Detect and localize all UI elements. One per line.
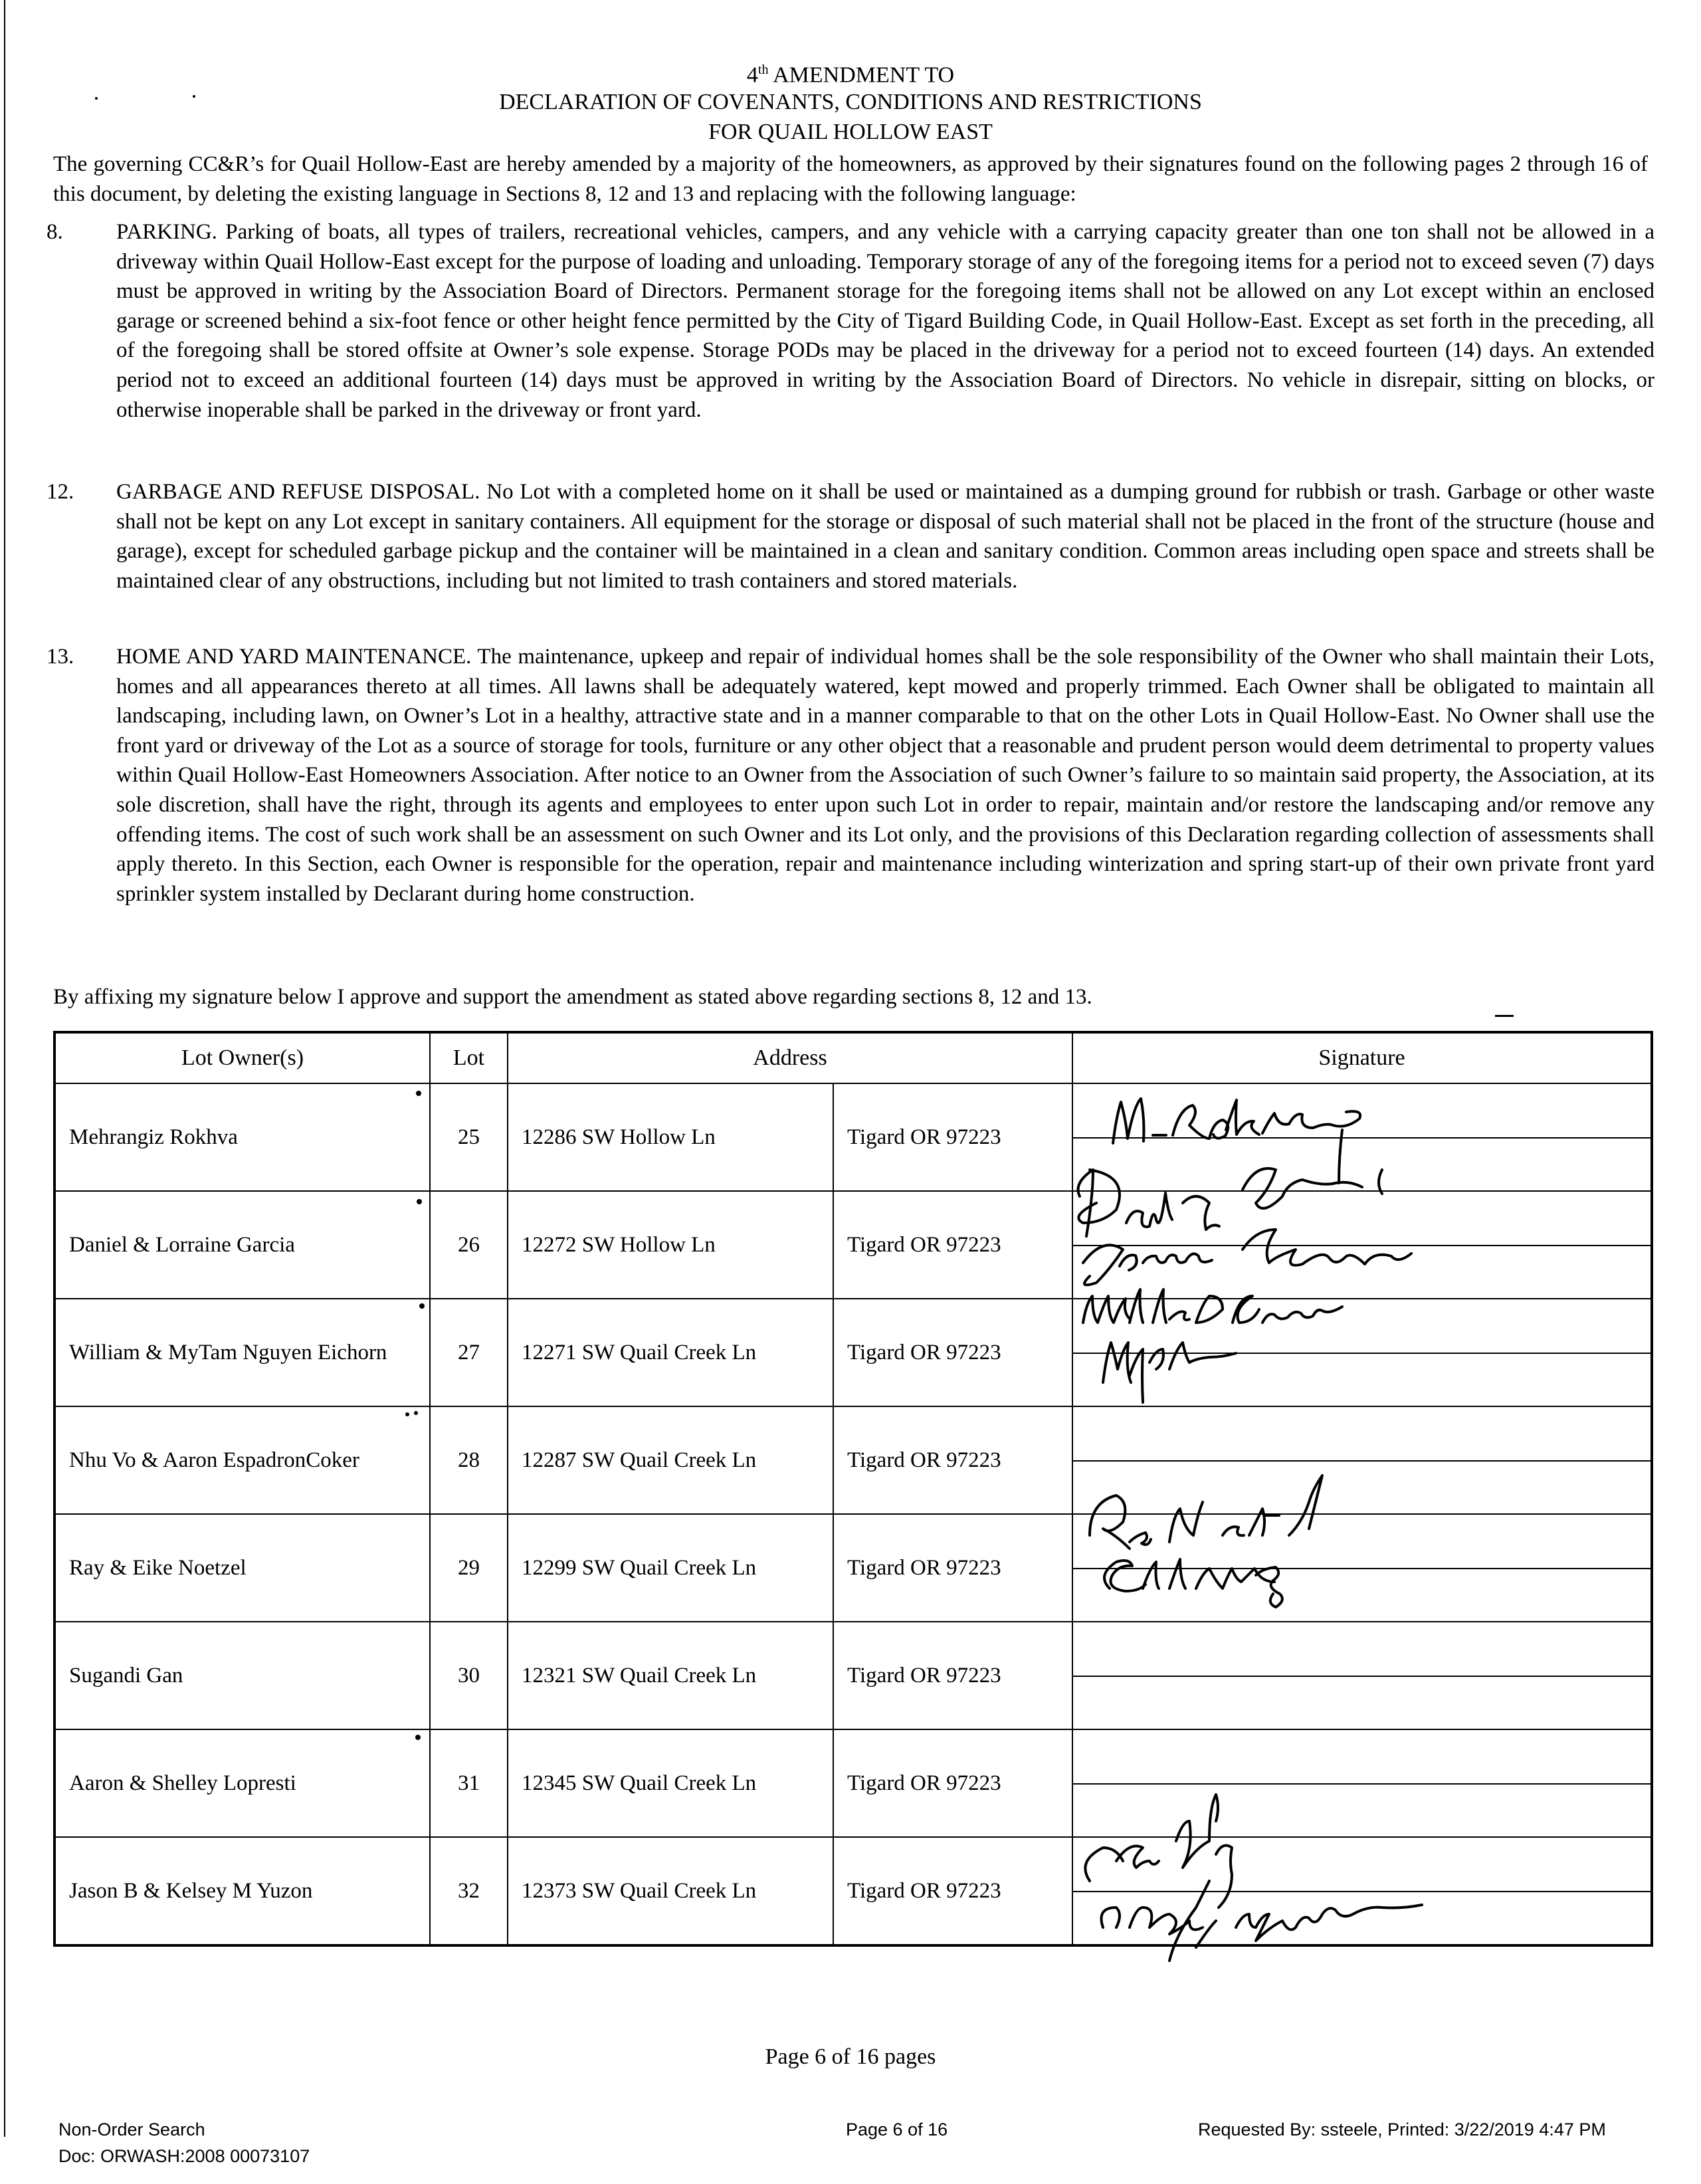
table-row xyxy=(54,1299,1652,1406)
city-cell: Tigard OR 97223 xyxy=(833,1729,1072,1837)
section-text: HOME AND YARD MAINTENANCE. The maintenance, upkeep and repair of individual homes shall be the sole responsibility of the Owner who shall maintain their Lots, homes and all appearances thereto at all times. All lawns shall be adequately watered, kept mowed and properly trimmed. Each Owner shall be obligated to maintain all landscaping, including lawn, on Owner’s Lot in a healthy, attractive state and in a manner comparable to that on the other Lots in Quail Hollow-East. No Owner shall use the front yard or driveway of the Lot as a source of storage for tools, furniture or any other object that a reasonable and prudent person would deem detrimental to property values within Quail Hollow-East Homeowners Association. After notice to an Owner from the Association of such Owner’s failure to so maintain said property, the Association, at its sole discretion, shall have the right, through its agents and employees to enter upon such Lot in order to repair, maintain and/or restore the landscaping and/or remove any offending items. The cost of such work shall be an assessment on such Owner and its Lot only, and the provisions of this Declaration regarding collection of assessments shall apply thereto. In this Section, each Owner is responsible for the operation, repair and maintenance including winterization and spring start-up of their own private front yard sprinkler system installed by Declarant during home construction. xyxy=(116,645,1654,906)
street-cell: 12321 SW Quail Creek Ln xyxy=(508,1622,833,1729)
owner-cell: Mehrangiz Rokhva xyxy=(54,1083,430,1191)
signature-line xyxy=(1073,1245,1651,1246)
street-cell: 12373 SW Quail Creek Ln xyxy=(508,1837,833,1945)
lot-cell: 32 xyxy=(430,1837,508,1945)
signature-line xyxy=(1073,1137,1651,1139)
street-cell: 12287 SW Quail Creek Ln xyxy=(508,1406,833,1514)
signature-line xyxy=(1073,1891,1651,1892)
owner-cell: Sugandi Gan xyxy=(54,1622,430,1729)
stray-mark xyxy=(1495,1015,1514,1017)
signature-cell xyxy=(1072,1729,1652,1837)
approval-statement: By affixing my signature below I approve and support the amendment as stated above regarding sections 8, 12 and 13. xyxy=(53,985,1092,1009)
footer-page: Page 6 of 16 xyxy=(846,2120,948,2139)
section-number: 8. xyxy=(47,220,63,244)
lot-cell: 28 xyxy=(430,1406,508,1514)
table-row xyxy=(54,1083,1652,1191)
title-ordinal: 4 xyxy=(746,62,758,88)
signature-cell xyxy=(1072,1191,1652,1299)
lot-cell: 29 xyxy=(430,1514,508,1622)
title-ordinal-suffix: th xyxy=(757,62,769,77)
owner-cell: Nhu Vo & Aaron EspadronCoker xyxy=(54,1406,430,1514)
footer-left xyxy=(58,2116,310,2169)
signature-cell xyxy=(1072,1083,1652,1191)
table-header-row xyxy=(54,1032,1652,1083)
lot-cell: 27 xyxy=(430,1299,508,1406)
lot-cell: 25 xyxy=(430,1083,508,1191)
header-lot-owner: Lot Owner(s) xyxy=(54,1032,430,1083)
footer-search-type: Non-Order Search xyxy=(58,2120,205,2139)
signature-cell xyxy=(1072,1837,1652,1945)
city-cell: Tigard OR 97223 xyxy=(833,1083,1072,1191)
header-lot: Lot xyxy=(430,1032,508,1083)
city-cell: Tigard OR 97223 xyxy=(833,1406,1072,1514)
signature-line xyxy=(1073,1568,1651,1569)
city-cell: Tigard OR 97223 xyxy=(833,1299,1072,1406)
city-cell: Tigard OR 97223 xyxy=(833,1837,1072,1945)
city-cell: Tigard OR 97223 xyxy=(833,1622,1072,1729)
section-number: 13. xyxy=(47,645,74,669)
header-signature: Signature xyxy=(1072,1032,1652,1083)
header-address: Address xyxy=(508,1032,1072,1083)
signature-cell xyxy=(1072,1299,1652,1406)
city-cell: Tigard OR 97223 xyxy=(833,1514,1072,1622)
owner-cell: William & MyTam Nguyen Eichorn xyxy=(54,1299,430,1406)
signature-table xyxy=(53,1031,1653,1947)
scan-edge-rule xyxy=(4,0,5,2137)
city-cell: Tigard OR 97223 xyxy=(833,1191,1072,1299)
owner-cell: Aaron & Shelley Lopresti xyxy=(54,1729,430,1837)
section-number: 12. xyxy=(47,480,74,504)
table-row xyxy=(54,1191,1652,1299)
section-text: GARBAGE AND REFUSE DISPOSAL. No Lot with a completed home on it shall be used or maintained as a dumping ground for rubbish or trash. Garbage or other waste shall not be kept on any Lot except in sanitary containers. All equipment for the storage or disposal of such material shall not be placed in the front of the structure (house and garage), except for scheduled garbage pickup and the container will be maintained in a clean and sanitary condition. Common areas including open space and streets shall be maintained clear of any obstructions, including but not limited to trash containers and stored materials. xyxy=(116,480,1654,593)
doc-title-line-1 xyxy=(0,55,1701,90)
signature-line xyxy=(1073,1676,1651,1677)
doc-title-line-3: FOR QUAIL HOLLOW EAST xyxy=(708,120,993,144)
intro-paragraph: The governing CC&R’s for Quail Hollow-East are hereby amended by a majority of the homeowners, as approved by their signatures found on the following pages 2 through 16 of this document, by deleting the existing language in Sections 8, 12 and 13 and replacing with the following language: xyxy=(53,152,1648,206)
street-cell: 12271 SW Quail Creek Ln xyxy=(508,1299,833,1406)
lot-cell: 26 xyxy=(430,1191,508,1299)
doc-title-line-2: DECLARATION OF COVENANTS, CONDITIONS AND RESTRICTIONS xyxy=(499,90,1202,114)
owner-cell: Jason B & Kelsey M Yuzon xyxy=(54,1837,430,1945)
table-row xyxy=(54,1514,1652,1622)
lot-cell: 30 xyxy=(430,1622,508,1729)
signature-line xyxy=(1073,1460,1651,1462)
table-row xyxy=(54,1406,1652,1514)
section-12 xyxy=(47,477,1654,596)
signature-cell xyxy=(1072,1514,1652,1622)
signature-cell xyxy=(1072,1406,1652,1514)
signature-cell xyxy=(1072,1622,1652,1729)
table-row xyxy=(54,1622,1652,1729)
page-number: Page 6 of 16 pages xyxy=(765,2044,936,2069)
footer-requested-by: Requested By: ssteele, Printed: 3/22/2019 4:47 PM xyxy=(1198,2120,1606,2139)
street-cell: 12286 SW Hollow Ln xyxy=(508,1083,833,1191)
lot-cell: 31 xyxy=(430,1729,508,1837)
street-cell: 12272 SW Hollow Ln xyxy=(508,1191,833,1299)
section-8 xyxy=(47,217,1654,425)
table-row xyxy=(54,1729,1652,1837)
signature-line xyxy=(1073,1353,1651,1354)
street-cell: 12345 SW Quail Creek Ln xyxy=(508,1729,833,1837)
owner-cell: Daniel & Lorraine Garcia xyxy=(54,1191,430,1299)
footer-doc-id: Doc: ORWASH:2008 00073107 xyxy=(58,2146,310,2166)
table-row xyxy=(54,1837,1652,1945)
title-text: AMENDMENT TO xyxy=(773,62,955,88)
section-13 xyxy=(47,642,1654,909)
signature-line xyxy=(1073,1783,1651,1785)
street-cell: 12299 SW Quail Creek Ln xyxy=(508,1514,833,1622)
section-text: PARKING. Parking of boats, all types of trailers, recreational vehicles, campers, and any vehicle with a carrying capacity greater than one ton shall not be allowed in a driveway within Quail Hollow-East except for the purpose of loading and unloading. Temporary storage of any of the foregoing items for a period not to exceed seven (7) days must be approved in writing by the Association Board of Directors. Permanent storage for the foregoing items shall not be allowed on any Lot except within an enclosed garage or screened behind a six-foot fence or other height fence permitted by the City of Tigard Building Code, in Quail Hollow-East. Except as set forth in the preceding, all of the foregoing shall be stored offsite at Owner’s sole expense. Storage PODs may be placed in the driveway for a period not to exceed fourteen (14) days. An extended period not to exceed an additional fourteen (14) days must be approved in writing by the Association Board of Directors. No vehicle in disrepair, sitting on blocks, or otherwise inoperable shall be parked in the driveway or front yard. xyxy=(116,220,1654,422)
owner-cell: Ray & Eike Noetzel xyxy=(54,1514,430,1622)
